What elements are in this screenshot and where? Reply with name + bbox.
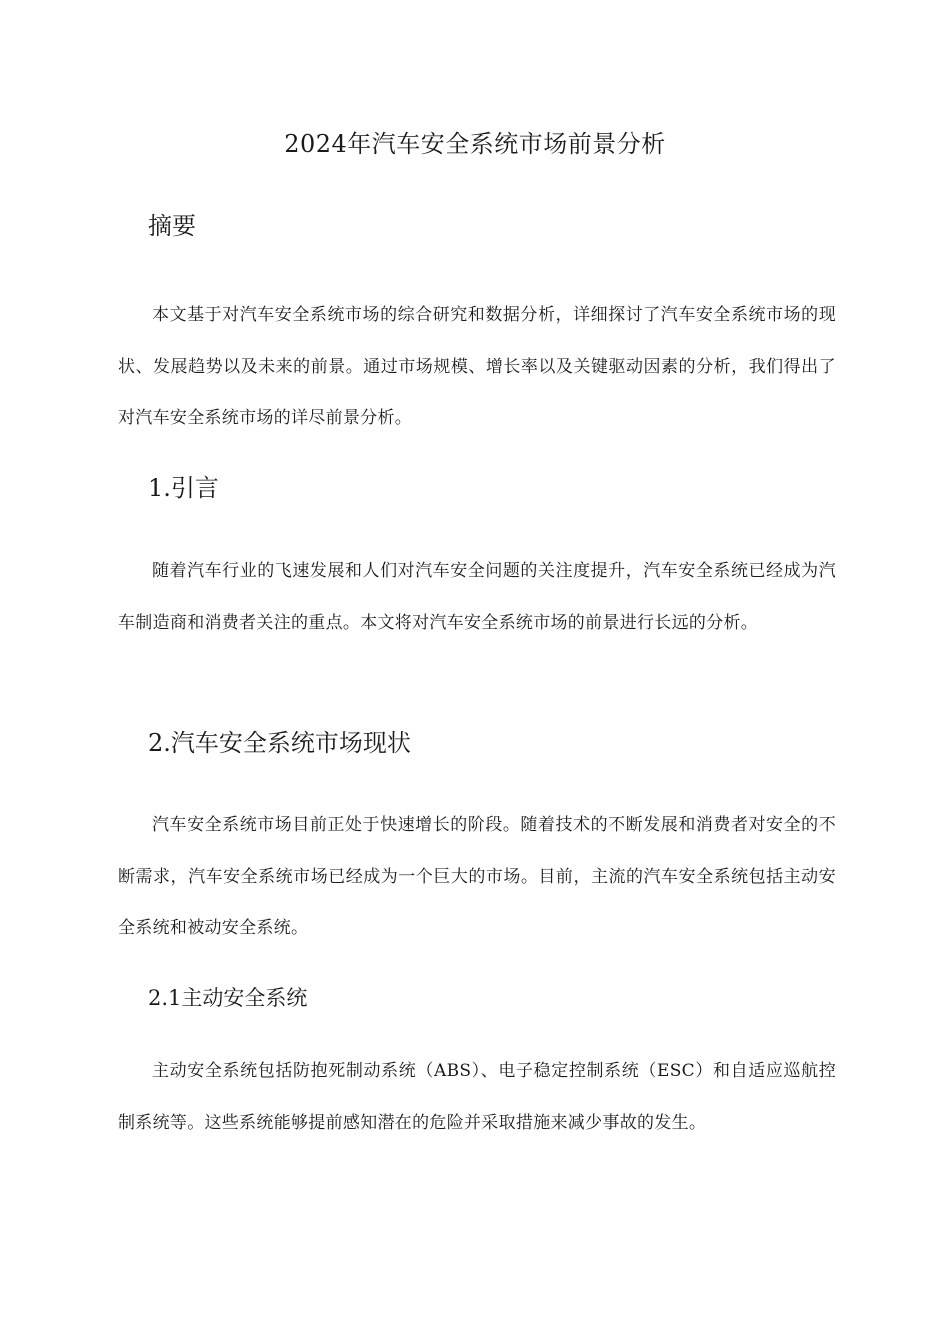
document-title: 2024年汽车安全系统市场前景分析 xyxy=(284,130,666,158)
introduction-paragraph: 随着汽车行业的飞速发展和人们对汽车安全问题的关注度提升，汽车安全系统已经成为汽车制造商和消费者关注的重点。本文将对汽车安全系统市场的前景进行长远的分析。 xyxy=(118,561,836,633)
market-status-paragraph: 汽车安全系统市场目前正处于快速增长的阶段。随着技术的不断发展和消费者对安全的不断需求，汽车安全系统市场已经成为一个巨大的市场。目前，主流的汽车安全系统包括主动安全系统和被动安全系统。 xyxy=(118,815,836,938)
abstract-paragraph: 本文基于对汽车安全系统市场的综合研究和数据分析，详细探讨了汽车安全系统市场的现状、发展趋势以及未来的前景。通过市场规模、增长率以及关键驱动因素的分析，我们得出了对汽车安全系统市场的详尽前景分析。 xyxy=(118,305,836,428)
section-heading-market-status: 2.汽车安全系统市场现状 xyxy=(148,729,411,757)
active-safety-paragraph: 主动安全系统包括防抱死制动系统（ABS）、电子稳定控制系统（ESC）和自适应巡航控制系统等。这些系统能够提前感知潜在的危险并采取措施来减少事故的发生。 xyxy=(118,1061,836,1133)
section-heading-abstract: 摘要 xyxy=(148,212,196,240)
subsection-heading-active-safety: 2.1主动安全系统 xyxy=(148,986,308,1010)
section-heading-introduction: 1.引言 xyxy=(148,474,219,502)
